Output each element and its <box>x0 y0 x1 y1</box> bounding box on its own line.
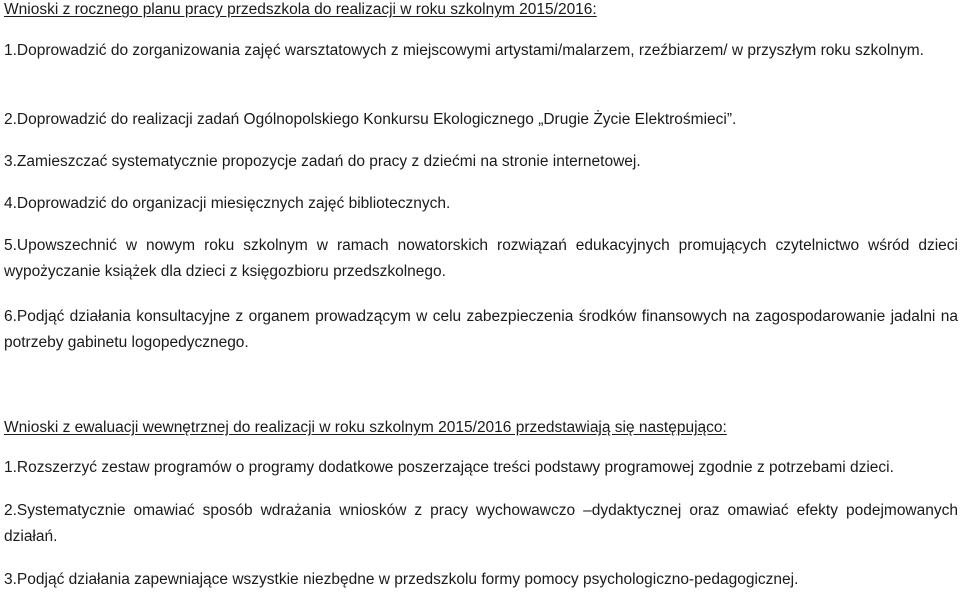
section2-heading: Wnioski z ewaluacji wewnętrznej do realizacji w roku szkolnym 2015/2016 przedstawiają się następująco: <box>4 419 727 436</box>
section1-item-4: 4.Doprowadzić do organizacji miesięcznych zajęć bibliotecznych. <box>4 195 451 212</box>
section2-item-1: 1.Rozszerzyć zestaw programów o programy dodatkowe poszerzające treści podstawy programowej zgodnie z potrzebami dzieci. <box>4 459 894 476</box>
section1-item-6: 6.Podjąć działania konsultacyjne z organem prowadzącym w celu zabezpieczenia środków finansowych na zagospodarowanie jadalni na potrzeby gabinetu logopedycznego. <box>4 308 958 351</box>
section1-item-2: 2.Doprowadzić do realizacji zadań Ogólnopolskiego Konkursu Ekologicznego „Drugie Życie Elektrośmieci”. <box>4 111 737 128</box>
section1-heading: Wnioski z rocznego planu pracy przedszkola do realizacji w roku szkolnym 2015/2016: <box>4 1 597 18</box>
section1-item-1: 1.Doprowadzić do zorganizowania zajęć warsztatowych z miejscowymi artystami/malarzem, rzeźbiarzem/ w przyszłym roku szkolnym. <box>4 42 924 59</box>
section1-item-3: 3.Zamieszczać systematycznie propozycje zadań do pracy z dziećmi na stronie internetowej. <box>4 153 641 170</box>
section1-item-5: 5.Upowszechnić w nowym roku szkolnym w ramach nowatorskich rozwiązań edukacyjnych promujących czytelnictwo wśród dzieci wypożyczanie książek dla dzieci z księgozbioru przedszkolnego. <box>4 237 958 280</box>
section2-item-2: 2.Systematycznie omawiać sposób wdrażania wniosków z pracy wychowawczo –dydaktycznej oraz omawiać efekty podejmowanych działań. <box>4 502 958 545</box>
section2-item-3: 3.Podjąć działania zapewniające wszystkie niezbędne w przedszkolu formy pomocy psychologiczno-pedagogicznej. <box>4 571 799 588</box>
